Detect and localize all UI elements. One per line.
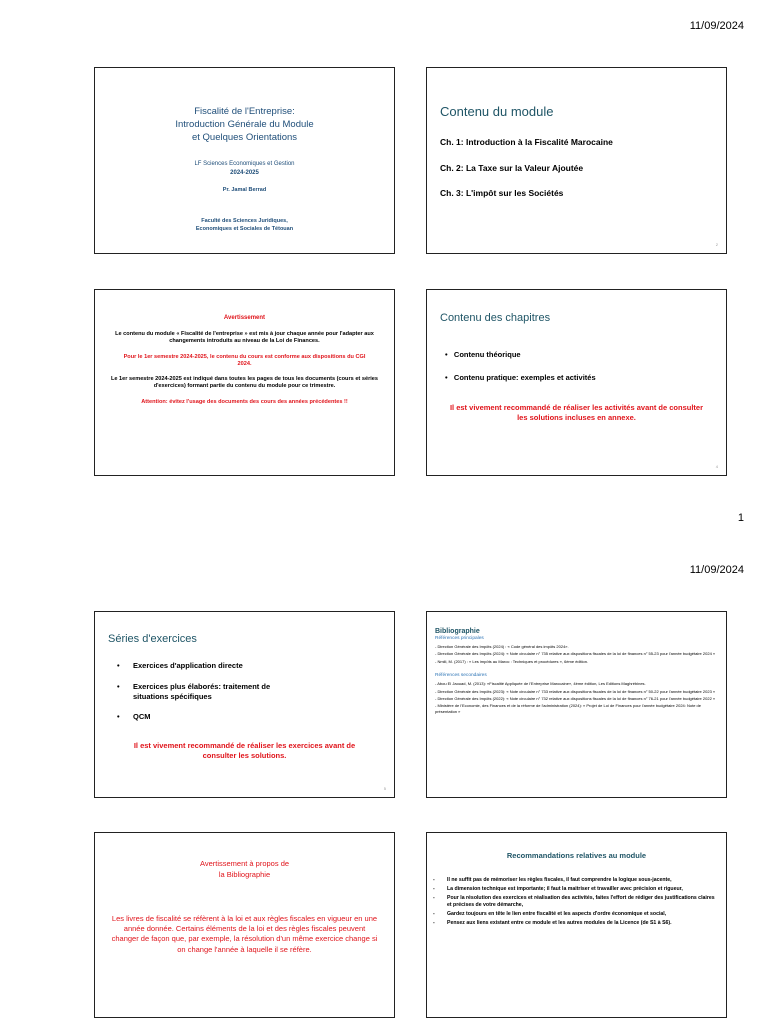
bullet-icon: •	[445, 350, 448, 359]
academic-year: 2024-2025	[230, 170, 259, 177]
bullet-icon: •	[117, 712, 120, 722]
slide-heading: Bibliographie	[435, 628, 480, 635]
recommendation-item	[433, 920, 716, 927]
slide-title	[94, 67, 395, 254]
bullet-icon: •	[117, 681, 120, 691]
reference-item: - Nmili, M. (2017) : « Les impôts au Maroc : Techniques et procédures », 6ème édition.	[435, 658, 589, 664]
bullet-icon: •	[445, 373, 448, 382]
slide-number: 4	[715, 464, 718, 469]
page-date: 11/09/2024	[689, 20, 744, 32]
recommendation-text: Gardez toujours en tête le lien entre fiscalité et les aspects d'ordre économique et social,	[447, 911, 667, 918]
reference-item: - Ministère de l'Economie, des Finances et de la réforme de l'administration (2024): « Projet de Loi de Finances pour l'année budgétaire 2024: Note de présentation »	[435, 703, 701, 714]
slide-chapter-content	[426, 289, 727, 476]
warning-title-line: Avertissement à propos de	[199, 859, 290, 868]
course-title-line: Fiscalité de l'Entreprise:	[194, 106, 295, 117]
bullet-text: QCM	[133, 712, 151, 722]
warning-paragraph: Le contenu du module « Fiscalité de l'entreprise » est mis à jour chaque année pour l'adapter aux changements introduits au niveau de la Loi de Finances.	[115, 331, 374, 345]
bullet-item	[117, 712, 307, 722]
warning-attention: Attention: évitez l'usage des documents des cours des années précédentes !!	[141, 398, 348, 405]
faculty-line: Economiques et Sociales de Tétouan	[195, 225, 294, 232]
slide-number: 2	[715, 242, 718, 247]
page-date: 11/09/2024	[689, 564, 744, 576]
reference-item: - Direction Générale des Impôts (2024): « Note circulaire n° 735 relative aux dispositions fiscales de la loi de finances n° 55-23 pour l'année budgétaire 2024 »	[435, 651, 716, 657]
warning-paragraph: Le 1er semestre 2024-2025 est indiqué dans toutes les pages de tous les documents (cours et séries d'exercices) formant partie du contenu du module pour ce trimestre.	[110, 376, 379, 390]
secondary-references-heading: Références secondaires	[435, 673, 487, 679]
slide-exercise-series	[94, 611, 395, 798]
dash-icon: -	[433, 877, 435, 883]
course-title-line: Introduction Générale du Module	[175, 118, 314, 130]
bullet-text: Exercices plus élaborés: traitement de situations spécifiques	[133, 681, 271, 701]
reference-item: - Abou El Jaouad, M. (2013): «Fiscalité Appliquée de l'Entreprise Marocaine», 4ème édition, Les Editions Maghrébines.	[435, 681, 646, 687]
course-title-line: et Quelques Orientations	[191, 131, 298, 143]
faculty-line: Faculté des Sciences Juridiques,	[201, 217, 288, 224]
bullet-item	[117, 661, 307, 671]
reference-item: - Direction Générale des Impôts (2024) : « Code général des impôts 2024».	[435, 644, 569, 649]
reference-item: - Direction Générale des Impôts (2022): « Note circulaire n° 732 relative aux dispositions fiscales de la loi de finances n° 76-21 pour l'année budgétaire 2022 »	[435, 695, 716, 701]
slide-recommendations	[426, 832, 727, 1018]
recommendation-item	[433, 911, 716, 918]
slide-heading: Recommandations relatives au module	[506, 851, 647, 860]
dash-icon: -	[433, 895, 435, 902]
slide-bibliography	[426, 611, 727, 798]
bullet-item	[445, 350, 710, 359]
chapter-item: Ch. 1: Introduction à la Fiscalité Marocaine	[440, 137, 613, 147]
slide-warning	[94, 289, 395, 476]
warning-title: Avertissement	[223, 315, 266, 321]
recommendation-item	[433, 877, 716, 884]
warning-paragraph: Pour le 1er semestre 2024-2025, le contenu du cours est conforme aux dispositions du CGI 2024.	[123, 353, 366, 367]
dash-icon: -	[433, 886, 435, 893]
dash-icon: -	[433, 920, 435, 927]
warning-title	[95, 859, 394, 881]
recommendation-note: Il est vivement recommandé de réaliser les activités avant de consulter les solutions incluses en annexe.	[449, 403, 704, 423]
recommendation-text: Pour la résolution des exercices et réalisation des activités, faites l'effort de rédiger des justifications claires et précises de votre démarche,	[447, 895, 715, 909]
bullet-icon: •	[117, 661, 120, 670]
warning-body: Les livres de fiscalité se réfèrent à la loi et aux règles fiscales en vigueur en une année donnée. Certains éléments de la loi et des règles fiscales peuvent changer de façon que, par exemple, la résolution d'un même exercice change si on change l'année à laquelle il se réfère.	[111, 913, 378, 954]
author-name: Pr. Jamal Berrad	[222, 186, 267, 193]
recommendation-text: La dimension technique est importante; il faut la maitriser et travailler avec précision et rigueur,	[447, 886, 683, 893]
slide-heading: Contenu du module	[440, 104, 554, 119]
slide-heading: Contenu des chapitres	[440, 312, 551, 324]
bullet-text: Contenu théorique	[453, 350, 521, 359]
page-number: 1	[737, 512, 744, 524]
recommendation-item	[433, 895, 716, 909]
course-title	[95, 106, 394, 144]
slide-number: 5	[383, 786, 386, 791]
recommendation-text: Pensez aux liens existant entre ce module et les autres modules de la Licence (de S1 à S6).	[447, 920, 672, 927]
slide-heading: Séries d'exercices	[108, 633, 197, 645]
dash-icon: -	[433, 911, 435, 918]
slide-bibliography-warning	[94, 832, 395, 1018]
chapter-item: Ch. 3: L'impôt sur les Sociétés	[440, 188, 564, 198]
reference-item: - Direction Générale des Impôts (2023): « Note circulaire n° 733 relative aux dispositions fiscales de la loi de finances n° 50-22 pour l'année budgétaire 2023 »	[435, 688, 716, 694]
chapter-item: Ch. 2: La Taxe sur la Valeur Ajoutée	[440, 162, 584, 173]
program-name: LF Sciences Economiques et Gestion	[194, 161, 295, 168]
recommendation-note: Il est vivement recommandé de réaliser les exercices avant de consulter les solutions.	[133, 741, 356, 761]
bullet-item	[117, 682, 307, 702]
recommendation-text: Il ne suffit pas de mémoriser les règles fiscales, il faut comprendre la logique sous-jacente,	[447, 877, 672, 883]
bullet-item	[445, 373, 710, 382]
slide-module-content	[426, 67, 727, 254]
bullet-text: Exercices d'application directe	[133, 661, 243, 670]
principal-references-heading: Références principales	[435, 636, 484, 641]
recommendation-item	[433, 886, 716, 893]
warning-title-line: la Bibliographie	[218, 869, 271, 879]
bullet-text: Contenu pratique: exemples et activités	[453, 373, 596, 382]
